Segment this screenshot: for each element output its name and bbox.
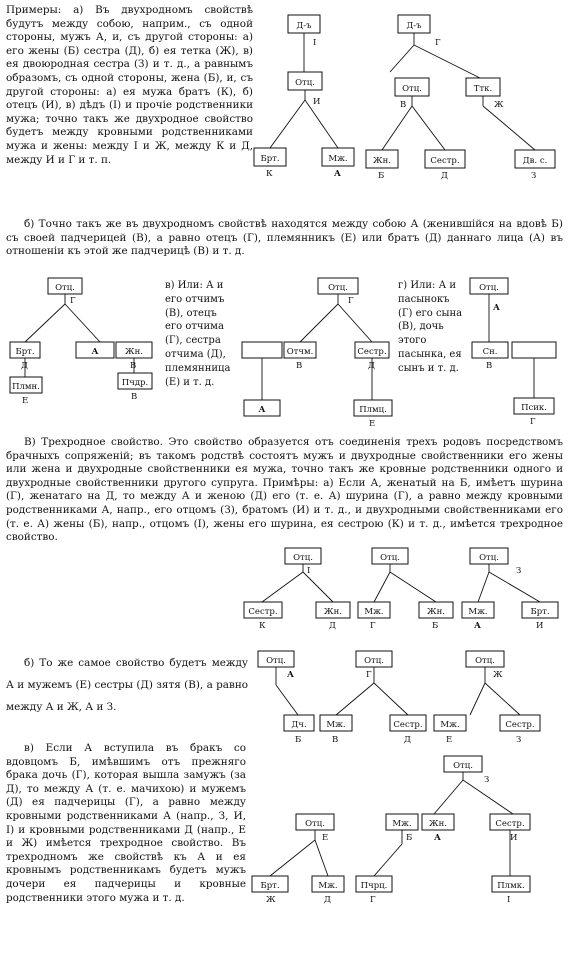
svg-text:Дч.: Дч. xyxy=(291,720,307,730)
svg-text:Ттк.: Ттк. xyxy=(473,84,493,94)
svg-text:А: А xyxy=(434,833,441,843)
svg-text:В: В xyxy=(332,735,339,745)
svg-text:З: З xyxy=(516,566,522,576)
letter-g-1: Г xyxy=(435,38,441,48)
svg-text:Д: Д xyxy=(21,361,28,371)
svg-text:Б: Б xyxy=(378,171,385,181)
svg-text:Отц.: Отц. xyxy=(479,283,499,293)
svg-text:Отц.: Отц. xyxy=(55,283,75,293)
svg-text:Г: Г xyxy=(348,296,354,306)
svg-text:В: В xyxy=(296,361,303,371)
svg-text:А: А xyxy=(334,169,341,179)
svg-text:Жн.: Жн. xyxy=(125,347,143,357)
letter-i-1: І xyxy=(313,38,317,48)
svg-text:Сн.: Сн. xyxy=(482,347,498,357)
svg-text:В: В xyxy=(130,361,137,371)
kinship-tree-5 xyxy=(0,752,571,922)
svg-text:Г: Г xyxy=(366,670,372,680)
svg-text:Е: Е xyxy=(22,396,29,406)
svg-text:В: В xyxy=(400,100,407,110)
kinship-tree-4 xyxy=(0,645,571,755)
svg-text:Брт.: Брт. xyxy=(260,881,280,891)
svg-text:Г: Г xyxy=(70,296,76,306)
svg-text:Мж.: Мж. xyxy=(328,154,348,164)
svg-text:Пчдр.: Пчдр. xyxy=(121,378,149,388)
box-empty-1 xyxy=(242,342,282,358)
svg-text:Плмк.: Плмк. xyxy=(497,881,525,891)
svg-text:Отц.: Отц. xyxy=(266,656,286,666)
svg-text:Е: Е xyxy=(369,419,376,429)
svg-text:Жн.: Жн. xyxy=(429,819,447,829)
svg-text:Плмн.: Плмн. xyxy=(12,382,40,392)
svg-text:Отц.: Отц. xyxy=(475,656,495,666)
svg-text:Плмц.: Плмц. xyxy=(359,405,387,415)
svg-text:А: А xyxy=(287,670,294,680)
svg-text:Отц.: Отц. xyxy=(293,553,313,563)
svg-text:Б: Б xyxy=(432,621,439,631)
svg-text:Е: Е xyxy=(322,833,329,843)
svg-text:І: І xyxy=(307,566,311,576)
svg-text:Сестр.: Сестр. xyxy=(495,819,525,829)
svg-text:И: И xyxy=(510,833,518,843)
svg-text:Отц.: Отц. xyxy=(479,553,499,563)
paragraph-b-three-kin: б) То же самое свойство будетъ между А и мужемъ (Е) сестры (Д) зятя (В), а равно между А и Ж, А и З. xyxy=(6,657,248,713)
svg-text:Сестр.: Сестр. xyxy=(505,720,535,730)
kinship-tree-3 xyxy=(0,540,571,650)
paragraph-three-kin: В) Трехродное свойство. Это свойство образуется отъ соединенія трехъ родовъ посредствомъ брачныхъ сопряженій; въ такомъ родствѣ состоятъ мужъ и двухродные свойственники его жены или жена и двухродные свойственники ея мужа, точно такъ же кровные родственники одного и двухродные свойственники другого супруга. Примѣры: а) Если А, женатый на Б, имѣетъ шурина (Г), женатаго на Д, то между А и женою (Д) его (т. е. А) шурина (Г), а равно между кровными родственниками А, напр., его отцомъ (З), братомъ (И) и т. д., и двухродными свойственниками его (т. е. А) жены (Б), напр., отцомъ (І), жены его шурина, ея сестрою (К) и т. д., имѣется трехродное свойство. xyxy=(6,436,563,544)
svg-text:Мж.: Мж. xyxy=(364,607,384,617)
svg-text:А: А xyxy=(493,303,500,313)
svg-text:Б: Б xyxy=(406,833,413,843)
svg-text:Д: Д xyxy=(329,621,336,631)
svg-text:Жн.: Жн. xyxy=(427,607,445,617)
svg-text:Е: Е xyxy=(446,735,453,745)
paragraph-g-stepson: г) Или: А и пасынокъ (Г) его сына (В), дочь этого пасынка, ея сынъ и т. д. xyxy=(398,280,463,374)
svg-text:Сестр.: Сестр. xyxy=(357,347,387,357)
paragraph-v-three-kin: в) Если А вступила въ бракъ со вдовцомъ Б, имѣвшимъ отъ прежняго брака дочь (Г), которая вышла замужъ (за Д), то между А (т. е. мачихою) и мужемъ (Д) ея падчерицы (Г), а равно между кровными родственниками А (напр., З, И, І) и кровными родственниками Д (напр., Е и Ж) имѣется трехродное свойство. Въ трехродномъ же свойствѣ къ А и ея кровнымъ родственникамъ будетъ мужъ дочери ея падчерицы и кровные родственники этого мужа и т. д. xyxy=(6,742,246,904)
svg-text:З: З xyxy=(484,775,490,785)
svg-text:И: И xyxy=(313,97,321,107)
svg-text:Ж: Ж xyxy=(494,100,504,110)
svg-text:Жн.: Жн. xyxy=(324,607,342,617)
svg-text:Жн.: Жн. xyxy=(373,156,391,166)
svg-text:Отц.: Отц. xyxy=(380,553,400,563)
svg-text:Г: Г xyxy=(530,417,536,427)
svg-text:Сестр.: Сестр. xyxy=(393,720,423,730)
svg-text:Б: Б xyxy=(295,735,302,745)
label-ded-right: Д-ъ xyxy=(406,21,422,31)
svg-text:Отц.: Отц. xyxy=(305,819,325,829)
svg-text:Ж: Ж xyxy=(493,670,503,680)
box-empty-2 xyxy=(512,342,556,358)
svg-text:Ж: Ж xyxy=(266,895,276,905)
svg-text:Отц.: Отц. xyxy=(295,78,315,88)
svg-text:Мж.: Мж. xyxy=(468,607,488,617)
svg-text:К: К xyxy=(266,169,273,179)
svg-text:І: І xyxy=(507,895,511,905)
svg-text:В: В xyxy=(131,392,138,402)
svg-text:Брт.: Брт. xyxy=(260,154,280,164)
paragraph-b-two-kin: б) Точно такъ же въ двухродномъ свойствѣ находятся между собою А (женившійся на вдовѣ Б) съ своей падчерицей (В), а равно отецъ (Г), племянникъ (Е) или братъ (Д) даннаго лица (А) въ отношеніи къ этой же падчерицѣ (В) и т. д. xyxy=(6,218,563,258)
svg-text:Д: Д xyxy=(324,895,331,905)
svg-text:Д: Д xyxy=(404,735,411,745)
svg-text:Отчм.: Отчм. xyxy=(286,347,314,357)
svg-text:Г: Г xyxy=(370,621,376,631)
svg-text:И: И xyxy=(536,621,544,631)
svg-text:А: А xyxy=(258,405,266,415)
kinship-tree-2 xyxy=(0,270,571,430)
svg-text:Мж.: Мж. xyxy=(326,720,346,730)
svg-text:З: З xyxy=(531,171,537,181)
svg-text:Брт.: Брт. xyxy=(530,607,550,617)
svg-text:Г: Г xyxy=(370,895,376,905)
svg-text:Отц.: Отц. xyxy=(328,283,348,293)
svg-text:К: К xyxy=(259,621,266,631)
svg-text:А: А xyxy=(91,347,99,357)
svg-text:Сестр.: Сестр. xyxy=(430,156,460,166)
svg-text:Д: Д xyxy=(368,361,375,371)
svg-text:Пчрц.: Пчрц. xyxy=(360,881,388,891)
paragraph-examples-two-kin: Примеры: а) Въ двухродномъ свойствѣ будутъ между собою, наприм., съ одной стороны, мужъ А, и, съ другой стороны: а) его жены (Б) сестра (Д), б) ея тетка (Ж), в) ея двоюродная сестра (З) и т. д., а равнымъ образомъ, съ одной стороны, жена (Б), и, съ другой стороны: а) ея мужа братъ (К), б) отецъ (И), в) дѣдъ (І) и прочіе родственники мужа; точно такъ же двухродное свойство будетъ между кровными родственниками мужа и жены: между І и Ж, между К и Д, между И и Г и т. п. xyxy=(6,4,253,166)
svg-text:З: З xyxy=(516,735,522,745)
svg-text:В: В xyxy=(486,361,493,371)
svg-text:Отц.: Отц. xyxy=(364,656,384,666)
svg-text:Мж.: Мж. xyxy=(440,720,460,730)
svg-text:Дв. с.: Дв. с. xyxy=(522,156,548,166)
svg-text:Псик.: Псик. xyxy=(521,403,547,413)
svg-text:Брт.: Брт. xyxy=(15,347,35,357)
kinship-tree-1 xyxy=(0,0,571,200)
svg-text:Мж.: Мж. xyxy=(318,881,338,891)
svg-text:Мж.: Мж. xyxy=(392,819,412,829)
label-ded-left: Д-ъ xyxy=(296,21,312,31)
svg-text:Сестр.: Сестр. xyxy=(248,607,278,617)
svg-text:Д: Д xyxy=(441,171,448,181)
svg-text:А: А xyxy=(474,621,481,631)
paragraph-v-stepfather: в) Или: А и его отчимъ (В), отецъ его отчима (Г), сестра отчима (Д), племянница (Е) и т. д. xyxy=(165,280,231,388)
svg-text:Отц.: Отц. xyxy=(402,84,422,94)
svg-text:Отц.: Отц. xyxy=(453,761,473,771)
